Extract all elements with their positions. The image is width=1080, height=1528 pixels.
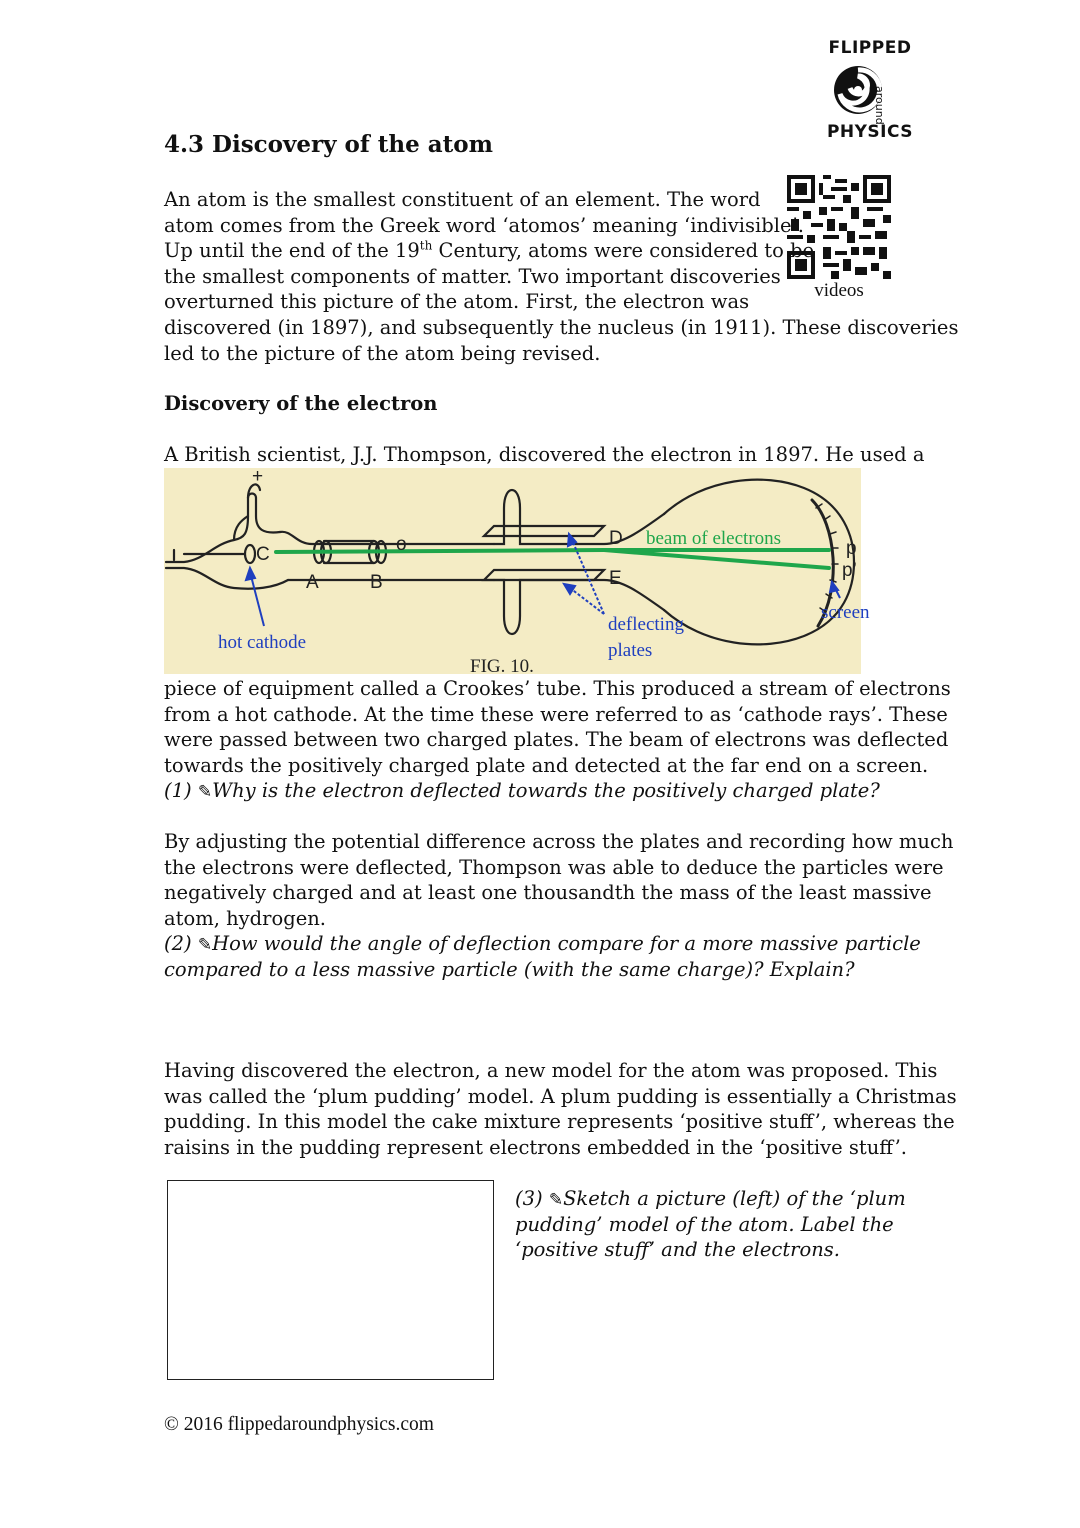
question-3-line: [515, 1186, 915, 1212]
cathode-arrow: [250, 572, 264, 626]
pencil-icon: ✎: [197, 782, 213, 803]
intro-line: [164, 238, 924, 264]
flipped-physics-logo: [824, 36, 916, 144]
intro-text: Century, atoms were considered to be: [432, 239, 815, 263]
electron-paragraph-line: A British scientist, J.J. Thompson, discovered the electron in 1897. He used a: [164, 443, 925, 466]
logo-text-bottom: PHYSICS: [826, 122, 914, 142]
screen-arrowhead: [830, 582, 838, 592]
label-c: C: [256, 544, 270, 565]
footer-copyright: © 2016 flippedaroundphysics.com: [164, 1414, 434, 1435]
electron-line: towards the positively charged plate and detected at the far end on a screen.: [164, 753, 929, 777]
label-d: D: [609, 528, 623, 549]
electron-line: piece of equipment called a Crookes’ tube. This produced a stream of electrons: [164, 677, 951, 700]
mass-line: the electrons were deflected, Thompson was able to deduce the particles were: [164, 855, 944, 879]
logo-text-top: FLIPPED: [828, 38, 912, 58]
page-title: 4.3 Discovery of the atom: [164, 131, 493, 158]
intro-paragraph: [164, 187, 959, 366]
plates-arrowhead: [564, 584, 575, 594]
mass-line: atom, hydrogen.: [164, 906, 326, 930]
tube-outline: [280, 532, 494, 544]
superscript: th: [419, 238, 433, 253]
question-3: [515, 1186, 915, 1263]
electron-beam: [276, 550, 604, 552]
label-p-prime: p’: [842, 560, 857, 581]
plum-line: pudding. In this model the cake mixture represents ‘positive stuff’, whereas the: [164, 1110, 955, 1134]
plates-label: plates: [608, 640, 653, 661]
mass-line: By adjusting the potential difference across the plates and recording how much: [164, 830, 954, 853]
plum-line: raisins in the pudding represent electrons embedded in the ‘positive stuff’.: [164, 1135, 907, 1159]
crookes-tube-diagram: [164, 466, 870, 677]
question-text: Sketch a picture (left) of the ‘plum: [563, 1187, 906, 1210]
tube-outline: [166, 568, 288, 589]
figure-caption: FIG. 10.: [470, 656, 534, 677]
intro-line: led to the picture of the atom being revised.: [164, 341, 601, 365]
electron-beam-deflected: [604, 550, 829, 568]
question-text: How would the angle of deflection compare for a more massive particle: [212, 932, 921, 956]
logo-text-side: around: [873, 86, 886, 125]
qr-label: videos: [814, 280, 864, 301]
pencil-icon: ✎: [197, 935, 213, 956]
intro-line: overturned this picture of the atom. First, the electron was: [164, 290, 750, 314]
plates-arrow: [570, 588, 604, 614]
plate-d: [484, 526, 604, 536]
question-number: (3): [515, 1187, 549, 1210]
label-b: B: [370, 572, 383, 593]
question-2: [164, 931, 924, 957]
question-3-line: ‘positive stuff’ and the electrons.: [515, 1238, 841, 1262]
mass-line: negatively charged and at least one thousandth the mass of the least massive: [164, 881, 932, 905]
plates-label: deflecting: [608, 614, 684, 635]
label-p: p: [846, 538, 857, 559]
screen-label: screen: [821, 602, 870, 623]
crookes-tube-figure: [164, 466, 870, 677]
intro-line: discovered (in 1897), and subsequently the nucleus (in 1911). These discoveries: [164, 315, 959, 339]
electron-line: were passed between two charged plates. The beam of electrons was deflected: [164, 728, 949, 752]
screen-ticks: [816, 504, 838, 612]
question-number: (1): [164, 779, 198, 803]
section-heading: Discovery of the electron: [164, 392, 438, 415]
plus-label: +: [252, 466, 264, 487]
question-3-line: pudding’ model of the atom. Label the: [515, 1212, 894, 1236]
label-o: o: [396, 534, 407, 555]
intro-line: the smallest components of matter. Two important discoveries: [164, 264, 781, 288]
label-e: E: [609, 568, 622, 589]
label-a: A: [306, 572, 319, 593]
electron-paragraph: [164, 676, 951, 804]
intro-line: atom comes from the Greek word ‘atomos’ meaning ‘indivisible’.: [164, 213, 804, 237]
intro-text: Up until the end of the 19: [164, 239, 420, 263]
question-2-line-2: compared to a less massive particle (with the same charge)? Explain?: [164, 957, 855, 981]
sketch-box[interactable]: [167, 1180, 494, 1380]
pencil-icon: ✎: [548, 1190, 564, 1210]
electron-line: from a hot cathode. At the time these were referred to as ‘cathode rays’. These: [164, 702, 948, 726]
electrode-c: [245, 545, 255, 563]
beam-label: beam of electrons: [646, 528, 782, 549]
intro-line: An atom is the smallest constituent of an element. The word: [164, 188, 761, 211]
question-text: Why is the electron deflected towards the positively charged plate?: [212, 779, 880, 803]
cathode-label: hot cathode: [218, 632, 307, 653]
plum-line: was called the ‘plum pudding’ model. A plum pudding is essentially a Christmas: [164, 1084, 957, 1108]
plum-line: Having discovered the electron, a new model for the atom was proposed. This: [164, 1059, 938, 1082]
cathode-arrowhead: [246, 568, 255, 580]
mass-paragraph: [164, 829, 954, 983]
question-number: (2): [164, 932, 198, 956]
question-1: [164, 778, 924, 804]
plum-paragraph: [164, 1058, 957, 1160]
